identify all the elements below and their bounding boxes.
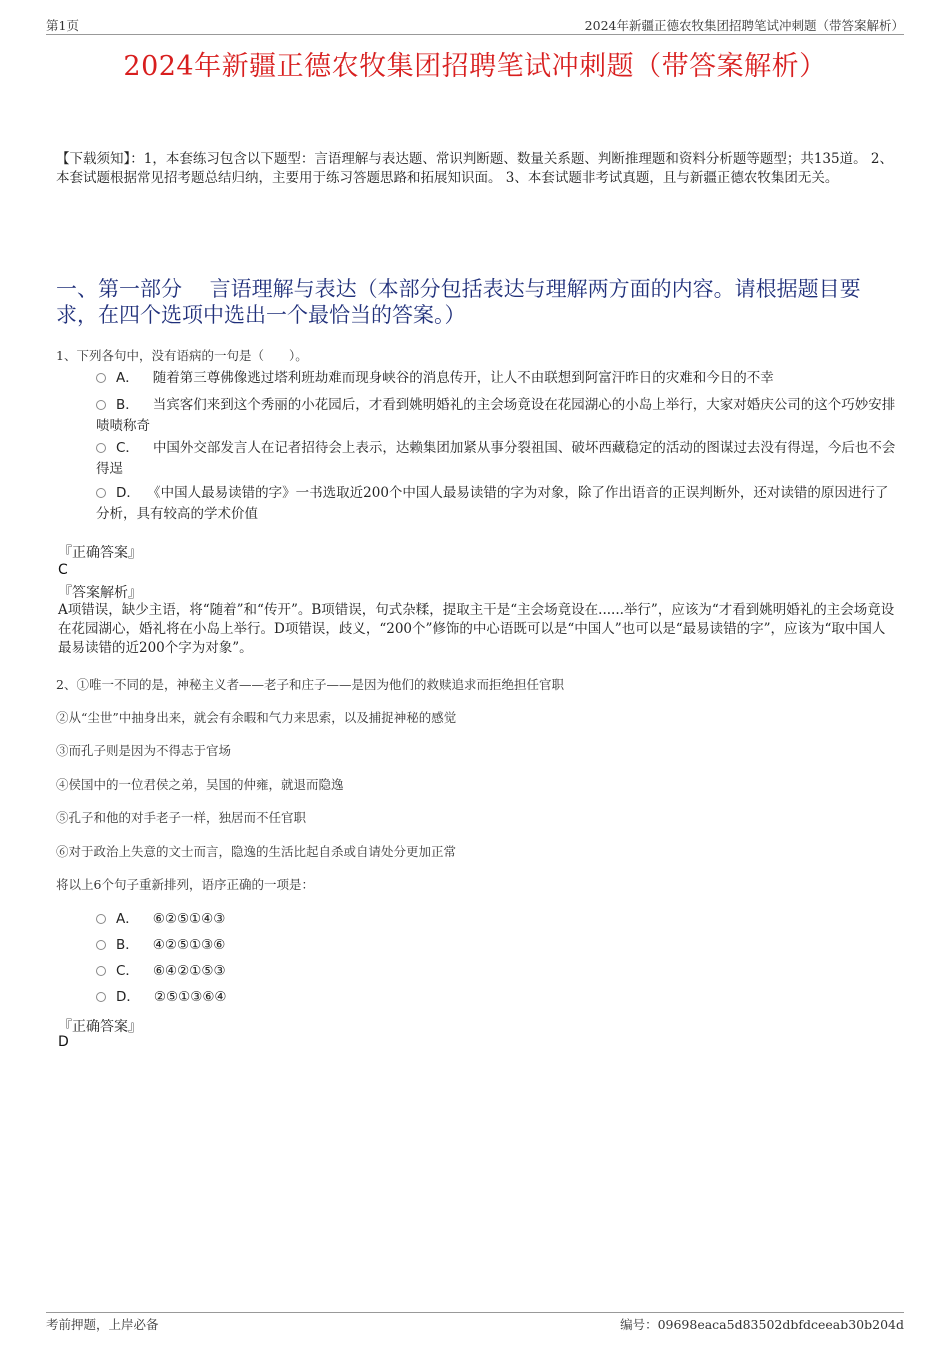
explanation-label: 『答案解析』 (58, 585, 142, 601)
option-text: ②⑤①③⑥④ (153, 989, 227, 1005)
page-footer (46, 1312, 904, 1335)
correct-answer-label: 『正确答案』 (58, 545, 142, 561)
correct-answer: C (58, 562, 68, 578)
sentence-4: ④侯国中的一位君侯之弟，吴国的仲雍，就退而隐逸 (56, 777, 344, 792)
sentence-5: ⑤孔子和他的对手老子一样，独居而不任官职 (56, 810, 307, 825)
radio-icon[interactable] (96, 488, 106, 498)
option-letter: C． (116, 440, 139, 456)
radio-icon[interactable] (96, 400, 106, 410)
option-letter: C． (116, 963, 139, 979)
question-2-prompt: 将以上6个句子重新排列，语序正确的一项是： (56, 877, 314, 892)
explanation-text: A项错误，缺少主语，将“随着”和“传开”。B项错误，句式杂糅，提取主干是“主会场竟设在......举行”，应该为“才看到姚明婚礼的主会场竟设在花园湖心，婚礼将在小岛上举行。D项错误，歧义，“200个”修饰的中心语既可以是“中国人”也可以是“最易读错的字”，应该为“取中国人最易读错的近200个字为对象”。 (58, 602, 895, 656)
q1-option-b[interactable] (96, 395, 896, 437)
footer-slogan: 考前押题，上岸必备 (46, 1317, 159, 1332)
option-letter: B． (116, 937, 139, 953)
radio-icon[interactable] (96, 940, 106, 950)
option-text: ⑥④②①⑤③ (152, 963, 226, 979)
q2-option-d[interactable] (96, 987, 896, 1008)
sentence-2: ②从“尘世”中抽身出来，就会有余暇和气力来思索，以及捕捉神秘的感觉 (56, 710, 457, 725)
download-notice: 【下载须知】：1，本套练习包含以下题型：言语理解与表达题、常识判断题、数量关系题、判断推理题和资料分析题等题型；共135道。 2、本套试题根据常见招考题总结归纳，主要用于练习答题思路和拓展知识面。 3、本套试题非考试真题，且与新疆正德农牧集团无关。 (56, 151, 893, 186)
sentence-3: ③而孔子则是因为不得志于官场 (56, 743, 232, 758)
footer-serial: 编号：09698eaca5d83502dbfdceeab30b204d (620, 1317, 904, 1332)
radio-icon[interactable] (96, 914, 106, 924)
option-letter: D． (116, 989, 140, 1005)
radio-icon[interactable] (96, 373, 106, 383)
document-title: 2024年新疆正德农牧集团招聘笔试冲刺题（带答案解析） (123, 51, 827, 82)
radio-icon[interactable] (96, 443, 106, 453)
correct-answer-label: 『正确答案』 (58, 1019, 142, 1035)
option-letter: B． (116, 397, 139, 413)
question-1-stem: 1、下列各句中，没有语病的一句是（ ）。 (56, 348, 308, 363)
option-text: ④②⑤①③⑥ (152, 937, 226, 953)
q2-option-a[interactable] (96, 909, 896, 930)
header-doc-title: 2024年新疆正德农牧集团招聘笔试冲刺题（带答案解析） (584, 18, 904, 33)
q1-option-a[interactable] (96, 368, 896, 389)
q1-option-d[interactable] (96, 483, 896, 525)
question-2-stem: 2、①唯一不同的是，神秘主义者——老子和庄子——是因为他们的救赎追求而拒绝担任官职 (56, 677, 564, 692)
q2-option-b[interactable] (96, 935, 896, 956)
radio-icon[interactable] (96, 966, 106, 976)
page-header (46, 14, 904, 35)
q2-option-c[interactable] (96, 961, 896, 982)
option-text: 中国外交部发言人在记者招待会上表示，达赖集团加紧从事分裂祖国、破坏西藏稳定的活动的图谋过去没有得逞，今后也不会得逞 (96, 440, 896, 477)
correct-answer: D (58, 1034, 69, 1050)
option-text: 当宾客们来到这个秀丽的小花园后，才看到姚明婚礼的主会场竟设在花园湖心的小岛上举行，大家对婚庆公司的这个巧妙安排啧啧称奇 (96, 397, 896, 434)
option-letter: A． (116, 370, 139, 386)
section-heading: 一、第一部分 言语理解与表达（本部分包括表达与理解两方面的内容。请根据题目要求，在四个选项中选出一个最恰当的答案。） (56, 277, 861, 327)
option-text: ⑥②⑤①④③ (152, 911, 226, 927)
sentence-6: ⑥对于政治上失意的文士而言，隐逸的生活比起自杀或自请处分更加正常 (56, 844, 457, 859)
option-text: 随着第三尊佛像逃过塔利班劫难而现身峡谷的消息传开，让人不由联想到阿富汗昨日的灾难和今日的不幸 (152, 370, 774, 386)
radio-icon[interactable] (96, 992, 106, 1002)
q1-option-c[interactable] (96, 438, 896, 480)
option-letter: D． (116, 485, 140, 501)
option-text: 《中国人最易读错的字》一书选取近200个中国人最易读错的字为对象，除了作出语音的正误判断外，还对读错的原因进行了分析，具有较高的学术价值 (96, 485, 889, 522)
page-number: 第1页 (46, 18, 79, 33)
option-letter: A． (116, 911, 139, 927)
